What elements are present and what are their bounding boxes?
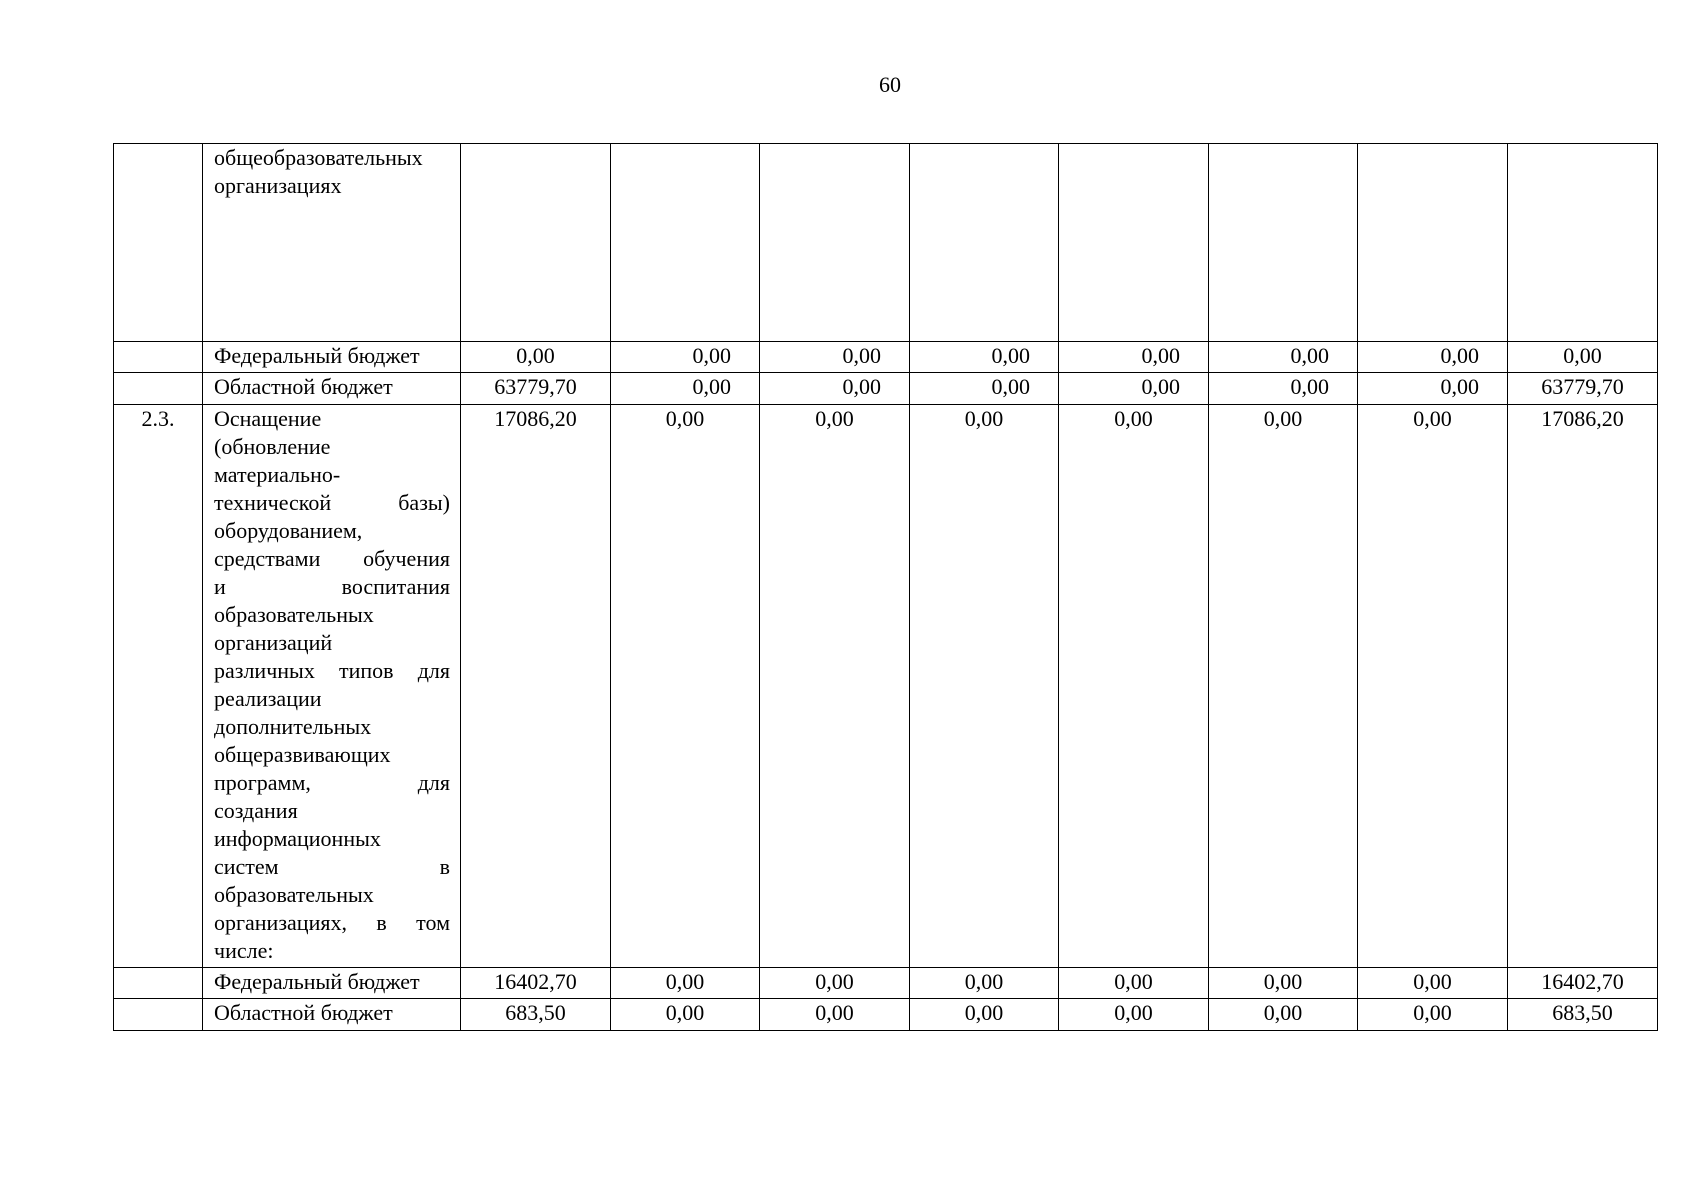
item-name-line: образовательных <box>214 882 374 907</box>
value-cell: 0,00 <box>1358 968 1508 999</box>
value-cell: 0,00 <box>461 342 611 373</box>
item-name-line: (обновление <box>214 434 331 459</box>
item-name-line: оборудованием, <box>214 518 363 543</box>
value-cell: 0,00 <box>611 373 760 405</box>
item-name-line: образовательных <box>214 602 374 627</box>
item-name-line: создания <box>214 798 298 823</box>
value-cell <box>1358 144 1508 342</box>
table-row <box>114 405 1658 968</box>
table-row <box>114 373 1658 405</box>
value-cell: 0,00 <box>1508 342 1658 373</box>
value-cell: 0,00 <box>611 342 760 373</box>
item-name-line: организациях, в том <box>214 910 450 935</box>
value-cell: 0,00 <box>1358 373 1508 405</box>
value-cell: 0,00 <box>910 968 1059 999</box>
value-cell: 0,00 <box>1209 968 1358 999</box>
value-cell: 0,00 <box>1209 405 1358 968</box>
table-row <box>114 144 1658 342</box>
item-name-line: информационных <box>214 826 381 851</box>
row-number-cell <box>114 373 203 405</box>
value-cell <box>461 144 611 342</box>
value-cell: 16402,70 <box>461 968 611 999</box>
value-cell: 0,00 <box>1209 999 1358 1031</box>
value-cell: 0,00 <box>1358 999 1508 1031</box>
value-cell: 0,00 <box>1209 342 1358 373</box>
value-cell: 0,00 <box>1209 373 1358 405</box>
value-cell: 0,00 <box>1358 342 1508 373</box>
row-number-cell <box>114 968 203 999</box>
item-name-line: средствами обучения <box>214 546 450 571</box>
item-name-line: реализации <box>214 686 322 711</box>
value-cell <box>1059 144 1209 342</box>
table-row <box>114 342 1658 373</box>
item-name-line: организациях <box>214 173 342 198</box>
row-number-cell <box>114 144 203 342</box>
value-cell: 0,00 <box>760 999 910 1031</box>
value-cell: 0,00 <box>760 342 910 373</box>
value-cell: 63779,70 <box>461 373 611 405</box>
value-cell: 0,00 <box>910 405 1059 968</box>
item-name-line: и воспитания <box>214 574 450 599</box>
page-number: 60 <box>879 72 901 97</box>
item-name-line: материально- <box>214 462 341 487</box>
item-name-line: Оснащение <box>214 406 322 431</box>
value-cell <box>1508 144 1658 342</box>
value-cell: 0,00 <box>611 405 760 968</box>
value-cell: 0,00 <box>1059 968 1209 999</box>
item-name-line: общеразвивающих <box>214 742 391 767</box>
budget-table <box>113 143 1658 1031</box>
item-name-line: технической базы) <box>214 490 450 515</box>
item-name-line: дополнительных <box>214 714 372 739</box>
value-cell: 0,00 <box>1059 342 1209 373</box>
value-cell: 0,00 <box>910 342 1059 373</box>
item-name-line: числе: <box>214 938 274 963</box>
value-cell <box>910 144 1059 342</box>
item-name-cell <box>203 405 461 968</box>
value-cell: 16402,70 <box>1508 968 1658 999</box>
value-cell: 683,50 <box>461 999 611 1031</box>
value-cell: 0,00 <box>1059 999 1209 1031</box>
value-cell: 0,00 <box>611 999 760 1031</box>
item-name-cell: Областной бюджет <box>203 373 461 405</box>
value-cell: 0,00 <box>1059 373 1209 405</box>
item-name-line: организаций <box>214 630 333 655</box>
value-cell <box>760 144 910 342</box>
item-name-line: общеобразовательных <box>214 145 423 170</box>
value-cell: 63779,70 <box>1508 373 1658 405</box>
value-cell: 0,00 <box>611 968 760 999</box>
value-cell: 0,00 <box>760 405 910 968</box>
item-name-cell: Федеральный бюджет <box>203 968 461 999</box>
value-cell: 17086,20 <box>1508 405 1658 968</box>
row-number-cell <box>114 999 203 1031</box>
value-cell: 0,00 <box>1358 405 1508 968</box>
item-name-line: программ, для <box>214 770 450 795</box>
item-name-cell <box>203 144 461 342</box>
item-name-cell: Областной бюджет <box>203 999 461 1031</box>
value-cell <box>611 144 760 342</box>
item-name-line: систем в <box>214 854 450 879</box>
item-name-cell: Федеральный бюджет <box>203 342 461 373</box>
value-cell: 0,00 <box>760 968 910 999</box>
value-cell: 0,00 <box>1059 405 1209 968</box>
value-cell <box>1209 144 1358 342</box>
row-number-cell: 2.3. <box>114 405 203 968</box>
item-name-line: различных типов для <box>214 658 450 683</box>
value-cell: 683,50 <box>1508 999 1658 1031</box>
value-cell: 0,00 <box>910 999 1059 1031</box>
value-cell: 17086,20 <box>461 405 611 968</box>
row-number-cell <box>114 342 203 373</box>
table-row <box>114 968 1658 999</box>
value-cell: 0,00 <box>910 373 1059 405</box>
table-row <box>114 999 1658 1031</box>
value-cell: 0,00 <box>760 373 910 405</box>
